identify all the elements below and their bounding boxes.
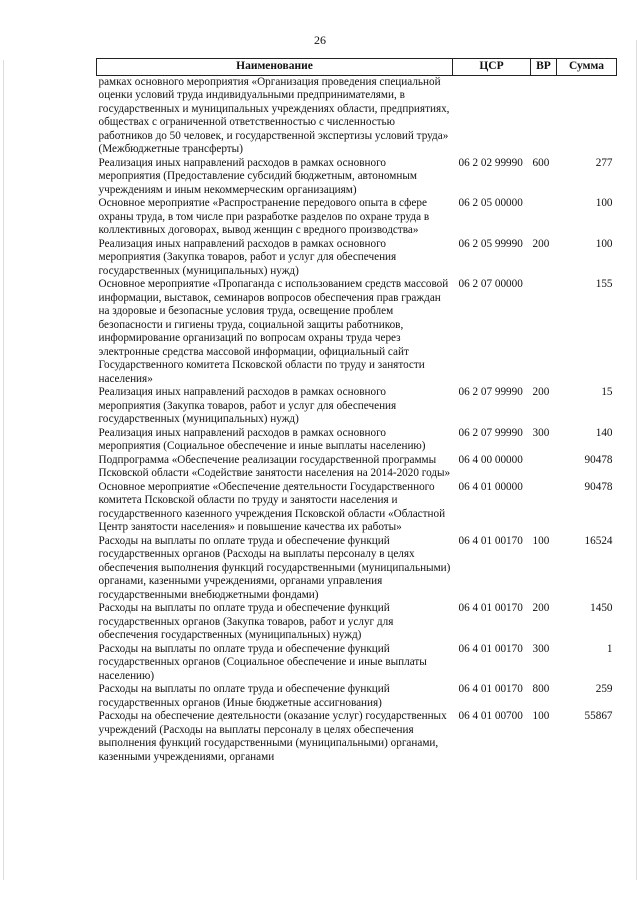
header-csr: ЦСР <box>453 59 531 76</box>
row-name: Основное мероприятие «Обеспечение деятельности Государственного комитета Псковской области по труду и занятости населения и государственного казенного учреждения Псковской области «Областной Центр занятости населения» и повышение качества их работы» <box>98 480 446 533</box>
row-sum: 277 <box>595 156 613 169</box>
row-name: Основное мероприятие «Распространение передового опыта в сфере охраны труда, в том числе при разработке разделов по охране труда в коллективных договорах, вывод женщин с вредного производства» <box>98 197 430 236</box>
row-name: Основное мероприятие «Пропаганда с использованием средств массовой информации, выставок, семинаров вопросов обеспечения прав граждан на здоровые и безопасные условия труда, освещение проблем безопасности и гигиены труда, социальной защиты работников, информирование организаций по вопросам охраны труда через электронные средства массовой информации, официальный сайт Государственного комитета Псковской области по труду и занятости населения» <box>98 278 449 385</box>
row-name: Реализация иных направлений расходов в рамках основного мероприятия (Социальное обеспечение и иные выплаты населению) <box>98 426 426 452</box>
row-vr <box>531 278 557 386</box>
row-csr: 06 4 01 00170 <box>458 642 523 655</box>
table-row <box>97 427 617 454</box>
row-name: Реализация иных направлений расходов в рамках основного мероприятия (Закупка товаров, работ и услуг для обеспечения государственных (муниципальных) нужд) <box>98 237 397 277</box>
row-vr: 100 <box>532 710 550 722</box>
row-sum: 140 <box>595 426 613 439</box>
row-sum: 1450 <box>590 602 613 614</box>
row-csr: 06 2 02 99990 <box>458 156 523 169</box>
budget-table <box>96 58 617 764</box>
row-vr: 300 <box>532 426 550 439</box>
table-row <box>97 602 617 643</box>
row-csr: 06 4 01 00170 <box>458 683 523 695</box>
row-csr: 06 2 05 99990 <box>458 237 523 250</box>
row-csr: 06 2 07 99990 <box>458 426 523 439</box>
row-csr: 06 4 01 00000 <box>458 480 523 493</box>
row-vr: 800 <box>532 683 550 695</box>
row-name: Расходы на обеспечение деятельности (оказание услуг) государственных учреждений (Расходы на выплаты персоналу в целях обеспечения выполнения функций государственными (муниципальными) органами, казенными учреждениями, органами <box>98 710 447 763</box>
table-row <box>97 197 617 238</box>
row-csr: 06 4 01 00170 <box>458 602 523 614</box>
row-csr: 06 2 07 00000 <box>458 278 523 290</box>
row-sum: 100 <box>595 197 613 209</box>
scan-edge-right <box>636 40 637 880</box>
row-vr <box>531 454 557 481</box>
row-sum: 90478 <box>584 480 613 493</box>
row-csr: 06 4 00 00000 <box>458 453 523 466</box>
row-vr <box>531 75 557 157</box>
row-sum: 55867 <box>584 710 613 722</box>
row-csr: 06 4 01 00170 <box>458 534 523 547</box>
row-vr <box>531 197 557 238</box>
row-sum: 1 <box>606 642 613 655</box>
row-name: Расходы на выплаты по оплате труда и обеспечение функций государственных органов (Расходы на выплаты персоналу в целях обеспечения выполнения функций государственными (муниципальными) органами, казенными учреждениями, органами управления государственными внебюджетными фондами) <box>98 534 451 601</box>
row-sum <box>557 75 617 157</box>
table-header-row <box>97 59 617 76</box>
row-vr <box>531 481 557 535</box>
header-name: Наименование <box>97 59 453 76</box>
table-row <box>97 238 617 279</box>
scan-edge-left <box>3 60 4 880</box>
row-sum: 155 <box>595 278 613 290</box>
table-row <box>97 157 617 198</box>
table-row <box>97 386 617 427</box>
row-vr: 300 <box>532 642 550 655</box>
table-row <box>97 535 617 603</box>
table-row <box>97 643 617 684</box>
header-sum: Сумма <box>557 59 617 76</box>
row-vr: 200 <box>532 602 550 614</box>
row-sum: 259 <box>595 683 613 695</box>
row-vr: 200 <box>532 386 550 398</box>
table-row <box>97 75 617 157</box>
row-vr: 100 <box>532 534 550 547</box>
row-name: Расходы на выплаты по оплате труда и обеспечение функций государственных органов (Иные бюджетные ассигнования) <box>98 683 390 709</box>
table-row <box>97 454 617 481</box>
table-row <box>97 683 617 710</box>
row-vr: 600 <box>532 156 550 169</box>
table-row <box>97 481 617 535</box>
row-name: Расходы на выплаты по оплате труда и обеспечение функций государственных органов (Закупка товаров, работ и услуг для обеспечения государственных (муниципальных) нужд) <box>98 602 394 641</box>
row-vr: 200 <box>532 237 550 250</box>
row-sum: 15 <box>601 386 613 398</box>
row-sum: 90478 <box>584 453 613 466</box>
row-name: Реализация иных направлений расходов в рамках основного мероприятия (Закупка товаров, работ и услуг для обеспечения государственных (муниципальных) нужд) <box>98 386 397 425</box>
row-name: Реализация иных направлений расходов в рамках основного мероприятия (Предоставление субсидий бюджетным, автономным учреждениям и иным некоммерческим организациям) <box>98 156 417 196</box>
row-csr: 06 4 01 00700 <box>458 710 523 722</box>
header-vr: ВР <box>531 59 557 76</box>
row-csr: 06 2 05 00000 <box>458 197 523 209</box>
table-row <box>97 710 617 764</box>
page-number: 26 <box>314 33 326 47</box>
table-row <box>97 278 617 386</box>
row-csr: 06 2 07 99990 <box>458 386 523 398</box>
row-name: рамках основного мероприятия «Организация проведения специальной оценки условий труда индивидуальными предпринимателями, в государственных и муниципальных учреждениях области, предприятиях, обществах с ограниченной ответственностью с численностью работников до 50 человек, и государственной экспертизы условий труда» (Межбюджетные трансферты) <box>98 75 450 155</box>
row-name: Подпрограмма «Обеспечение реализации государственной программы Псковской области «Содействие занятости населения на 2014-2020 годы» <box>98 453 451 479</box>
row-sum: 100 <box>595 237 613 250</box>
row-sum: 16524 <box>584 534 613 547</box>
row-csr <box>453 75 531 157</box>
row-name: Расходы на выплаты по оплате труда и обеспечение функций государственных органов (Социальное обеспечение и иные выплаты населению) <box>98 642 427 682</box>
